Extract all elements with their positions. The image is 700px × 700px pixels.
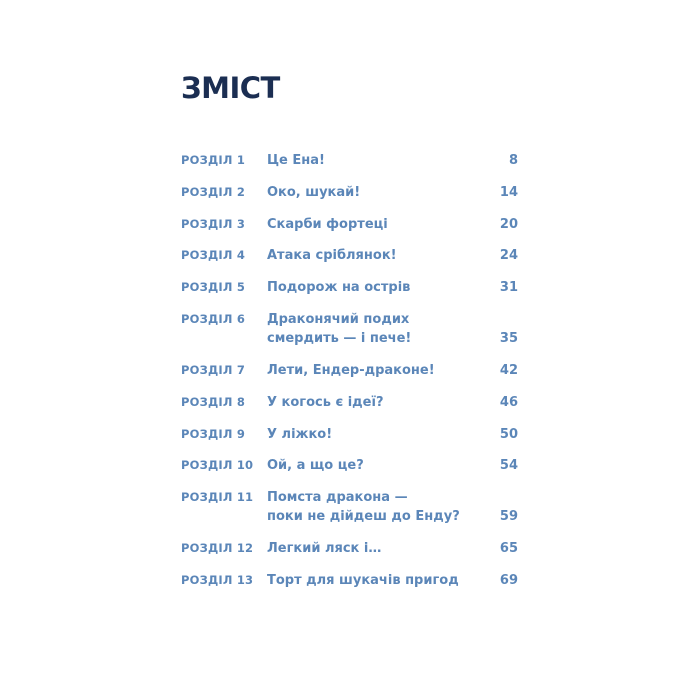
chapter-title: Драконячий подих смердить — і пече!	[267, 312, 412, 346]
chapter-page: 42	[499, 363, 518, 378]
chapter-number: РОЗДІЛ 4	[181, 248, 246, 262]
chapter-page: 69	[499, 573, 518, 588]
chapter-page: 59	[499, 509, 518, 524]
chapter-number: РОЗДІЛ 8	[181, 395, 246, 409]
chapter-page: 8	[508, 153, 518, 168]
chapter-number: РОЗДІЛ 10	[181, 458, 254, 472]
chapter-number: РОЗДІЛ 9	[181, 427, 246, 441]
chapter-title: Лети, Ендер-драконе!	[267, 363, 435, 378]
chapter-title: Око, шукай!	[267, 185, 361, 200]
chapter-number: РОЗДІЛ 1	[181, 153, 246, 167]
chapter-number: РОЗДІЛ 6	[181, 312, 246, 326]
chapter-title: У когось є ідеї?	[267, 395, 384, 410]
chapter-page: 54	[499, 458, 518, 473]
chapter-page: 46	[499, 395, 518, 410]
chapter-page: 24	[499, 248, 518, 263]
chapter-number: РОЗДІЛ 11	[181, 490, 254, 504]
chapter-number: РОЗДІЛ 12	[181, 541, 254, 555]
chapter-title: Атака сріблянок!	[267, 248, 397, 263]
page-title: ЗМІСТ	[181, 71, 280, 105]
chapter-title: Скарби фортеці	[267, 217, 388, 232]
chapter-number: РОЗДІЛ 3	[181, 217, 246, 231]
chapter-title: У ліжко!	[267, 427, 333, 442]
chapter-title: Помста дракона — поки не дійдеш до Ендy?	[267, 490, 460, 524]
chapter-title: Легкий ляск і…	[267, 541, 382, 556]
chapter-title: Це Ена!	[267, 153, 325, 168]
chapter-page: 14	[499, 185, 518, 200]
chapter-title: Подорож на острів	[267, 280, 411, 295]
chapter-title: Ой, а що це?	[267, 458, 364, 473]
chapter-page: 50	[499, 427, 518, 442]
chapter-page: 65	[499, 541, 518, 556]
chapter-page: 20	[499, 217, 518, 232]
chapter-number: РОЗДІЛ 2	[181, 185, 246, 199]
chapter-number: РОЗДІЛ 13	[181, 573, 254, 587]
chapter-title: Торт для шукачів пригод	[267, 573, 459, 588]
chapter-number: РОЗДІЛ 7	[181, 363, 246, 377]
chapter-number: РОЗДІЛ 5	[181, 280, 246, 294]
chapter-page: 31	[499, 280, 518, 295]
chapter-page: 35	[499, 331, 518, 346]
